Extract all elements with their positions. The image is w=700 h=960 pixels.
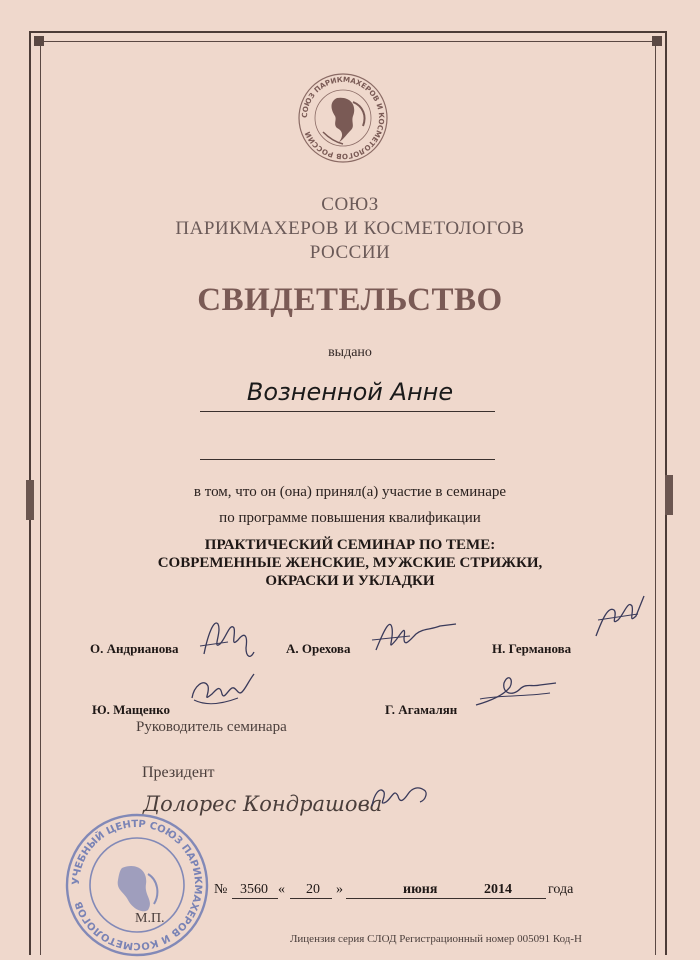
number-underline <box>232 898 278 899</box>
union-logo-icon <box>293 68 393 168</box>
signature-mashchenko-icon <box>182 664 262 714</box>
signatory-germanova: Н. Германова <box>492 641 572 656</box>
topic-line-2: СОВРЕМЕННЫЕ ЖЕНСКИЕ, МУЖСКИЕ СТРИЖКИ, <box>157 555 543 571</box>
license-text: Лицензия серия СЛОД Регистрационный номер 005091 Код-Н <box>289 933 582 945</box>
year-underline <box>466 898 546 899</box>
president-label: Президент <box>142 764 215 781</box>
day-underline <box>290 898 332 899</box>
corner-mark-top-left <box>34 36 44 46</box>
topic-line-1: ПРАКТИЧЕСКИЙ СЕМИНАР ПО ТЕМЕ: <box>204 537 496 553</box>
recipient-name: Возненной Анне <box>246 378 454 406</box>
recipient-underline <box>200 411 495 412</box>
signatory-orekhova: А. Орехова <box>286 641 351 656</box>
issued-label: выдано <box>328 345 372 360</box>
signature-orekhova-icon <box>370 610 460 665</box>
certificate-year: 2014 <box>484 882 512 897</box>
number-label: № <box>214 882 228 897</box>
stamp-ring-text: УЧЕБНЫЙ ЦЕНТР СОЮЗ ПАРИКМАХЕРОВ И КОСМЕТОЛОГОВ <box>70 818 204 952</box>
certificate-day: 20 <box>306 882 320 897</box>
org-line-1: СОЮЗ <box>321 194 379 215</box>
seminar-leader-label: Руководитель семинара <box>136 719 287 735</box>
mp-label: М.П. <box>135 911 165 926</box>
date-quote-close: » <box>336 882 343 897</box>
certificate-number: 3560 <box>240 882 268 897</box>
recipient-second-line <box>200 459 495 460</box>
certificate-month: июня <box>403 882 438 897</box>
signature-president-icon <box>364 776 434 821</box>
signatory-agamalyan: Г. Агамалян <box>385 702 458 717</box>
org-line-3: РОССИИ <box>309 242 391 263</box>
signatory-mashchenko: Ю. Мащенко <box>92 702 170 717</box>
corner-mark-top-right <box>652 36 662 46</box>
month-underline <box>346 898 466 899</box>
signature-agamalyan-icon <box>470 665 560 715</box>
president-name: Долорес Кондрашова <box>143 792 383 816</box>
signatory-andrianova: О. Андрианова <box>90 641 179 656</box>
signature-germanova-icon <box>588 590 648 650</box>
program-text: по программе повышения квалификации <box>219 510 481 526</box>
logo-ring-text: СОЮЗ ПАРИКМАХЕРОВ И КОСМЕТОЛОГОВ РОССИИ <box>299 74 387 162</box>
date-quote-open: « <box>278 882 285 897</box>
signature-andrianova-icon <box>196 604 266 669</box>
org-line-2: ПАРИКМАХЕРОВ И КОСМЕТОЛОГОВ <box>175 218 525 239</box>
year-label: года <box>548 882 574 897</box>
topic-line-3: ОКРАСКИ И УКЛАДКИ <box>265 573 435 589</box>
document-title: СВИДЕТЕЛЬСТВО <box>197 282 503 318</box>
participation-text: в том, что он (она) принял(а) участие в семинаре <box>193 484 507 500</box>
